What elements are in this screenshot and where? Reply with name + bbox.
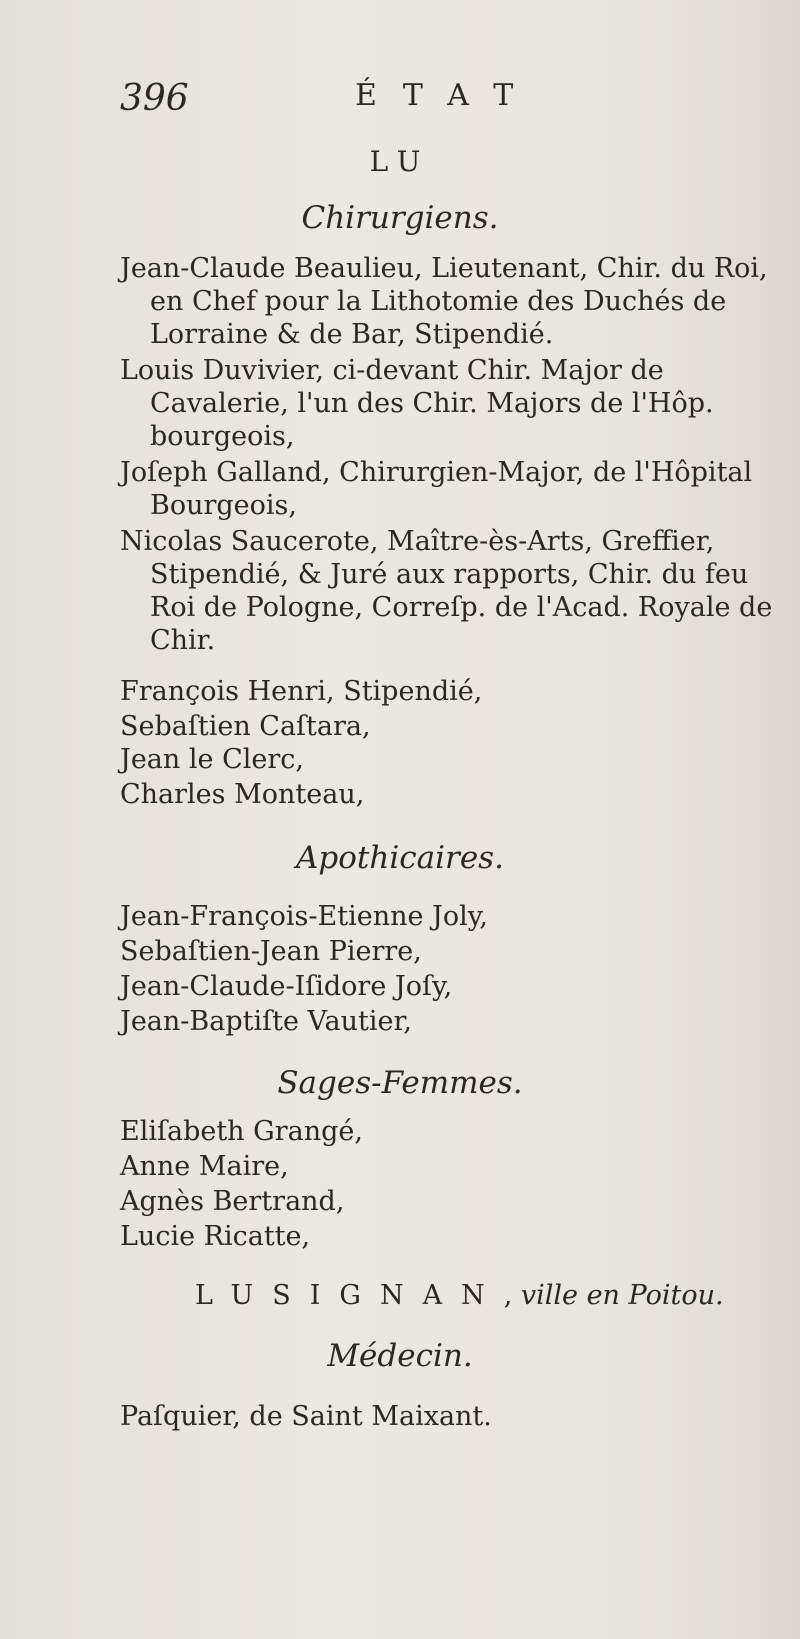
entry-chirurgien: François Henri, Stipendié, bbox=[120, 676, 483, 707]
entry-sage-femme: Anne Maire, bbox=[120, 1151, 289, 1182]
section-heading-apothicaires: Apothicaires. bbox=[296, 840, 504, 876]
entry-apothicaire: Sebaſtien-Jean Pierre, bbox=[120, 936, 422, 967]
entry-apothicaire: Jean-Claude-Iſidore Joſy, bbox=[120, 971, 453, 1002]
entry-chirurgien: Sebaſtien Caſtara, bbox=[120, 711, 371, 742]
entry-chirurgien: Jean le Clerc, bbox=[120, 744, 304, 775]
running-head bbox=[0, 78, 800, 128]
section-heading-sages-femmes: Sages-Femmes. bbox=[277, 1065, 523, 1101]
entry-sage-femme: Eliſabeth Grangé, bbox=[120, 1116, 363, 1147]
town-name: LUSIGNAN bbox=[195, 1280, 504, 1311]
entry-apothicaire: Jean-Baptiſte Vautier, bbox=[120, 1006, 413, 1037]
entry-medecin: Paſquier, de Saint Maixant. bbox=[120, 1401, 492, 1432]
section-heading-medecin: Médecin. bbox=[327, 1338, 473, 1374]
page-number: 396 bbox=[120, 78, 189, 119]
entry-chirurgien: Joſeph Galland, Chirurgien-Major, de l'Hôpital Bourgeois, bbox=[120, 457, 753, 521]
entry-sage-femme: Agnès Bertrand, bbox=[120, 1186, 345, 1217]
entry-chirurgien: Nicolas Saucerote, Maître-ès-Arts, Greffier, Stipendié, & Juré aux rapports, Chir. du feu Roi de Pologne, Correſp. de l'Acad. Royale de Chir. bbox=[120, 526, 773, 656]
entry-apothicaire: Jean-François-Etienne Joly, bbox=[120, 901, 489, 932]
entry-chirurgien: Louis Duvivier, ci-devant Chir. Major de Cavalerie, l'un des Chir. Majors de l'Hôp. bourgeois, bbox=[120, 355, 714, 452]
town-description: ville en Poitou. bbox=[520, 1280, 724, 1311]
running-title: ÉTAT bbox=[355, 78, 540, 113]
place-heading: LU bbox=[369, 145, 431, 178]
town-heading-lusignan bbox=[195, 1280, 724, 1311]
entry-sage-femme: Lucie Ricatte, bbox=[120, 1221, 311, 1252]
entry-chirurgien: Charles Monteau, bbox=[120, 779, 365, 810]
entry-chirurgien: Jean-Claude Beaulieu, Lieutenant, Chir. du Roi, en Chef pour la Lithotomie des Duchés de Lorraine & de Bar, Stipendié. bbox=[120, 253, 768, 350]
section-heading-chirurgiens: Chirurgiens. bbox=[301, 200, 499, 236]
town-separator: , bbox=[503, 1280, 521, 1311]
